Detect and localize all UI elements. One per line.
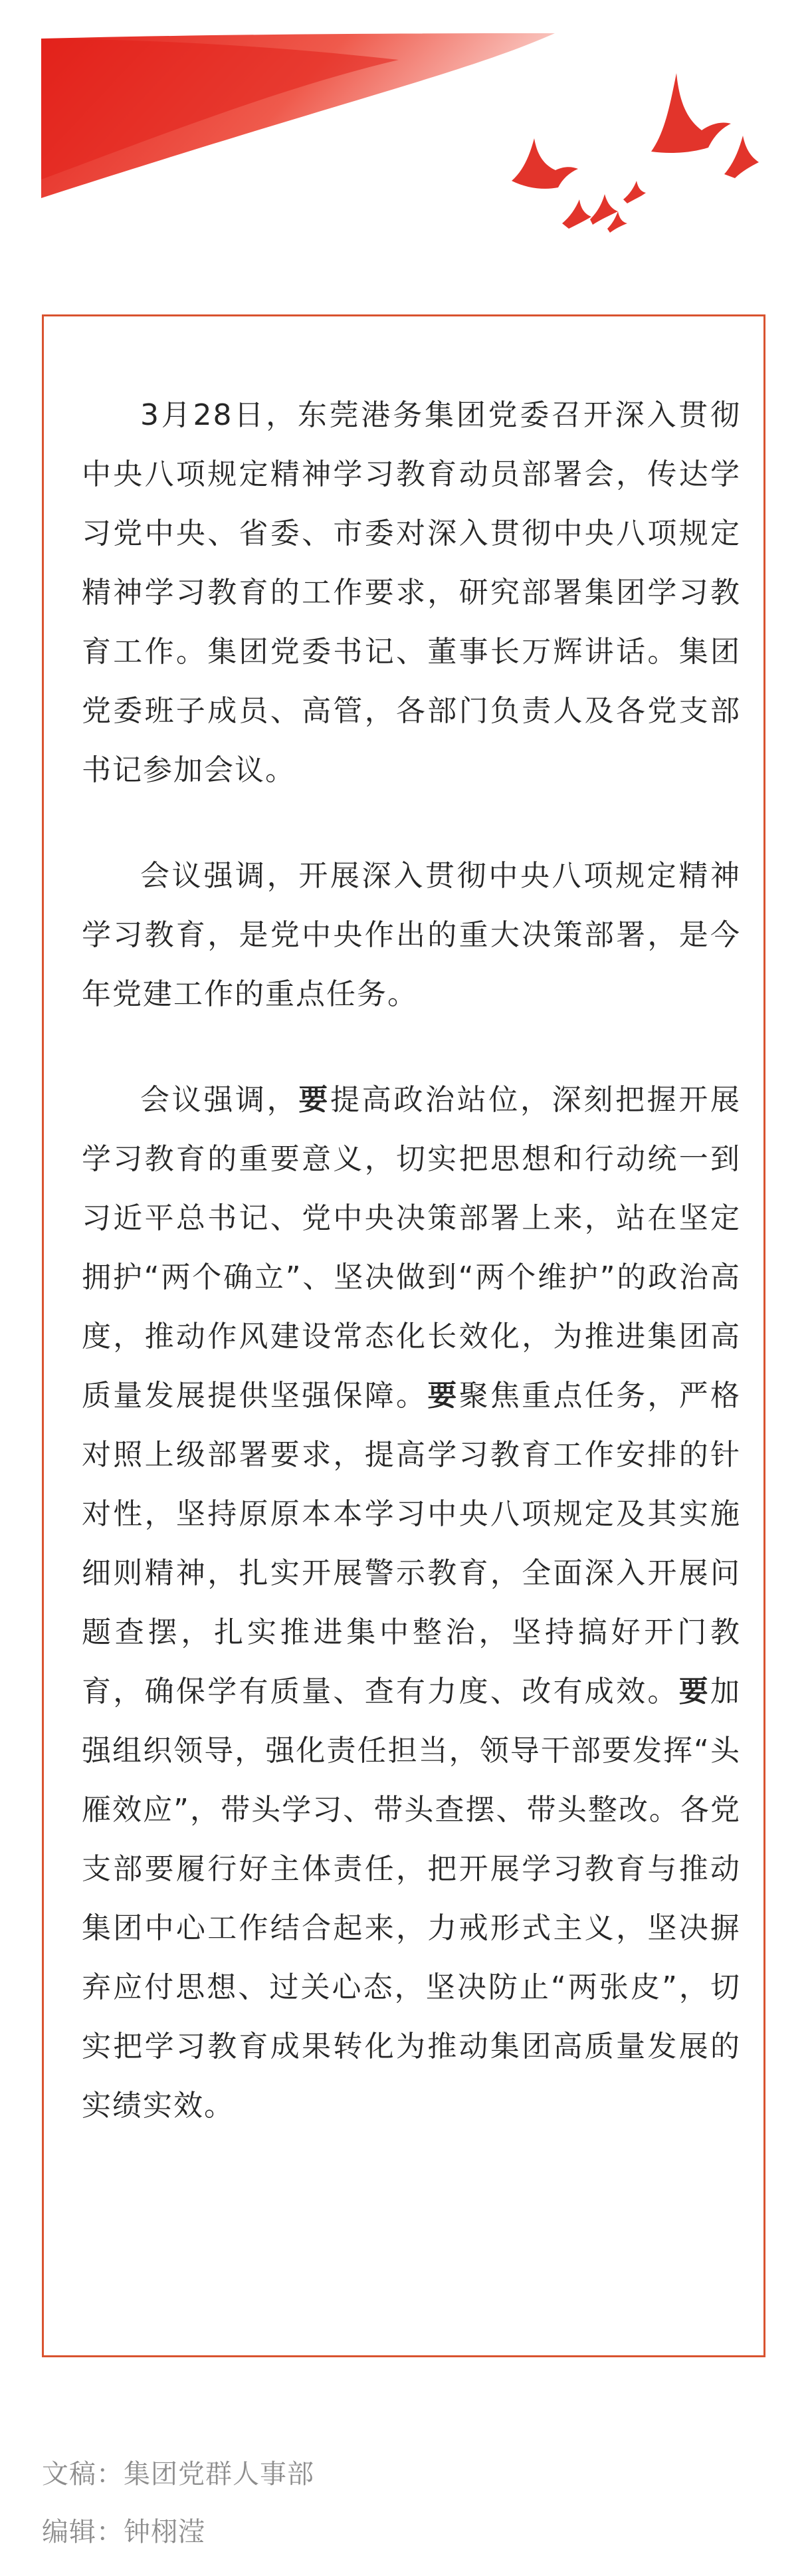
- article-body: [82, 386, 741, 2182]
- article-paragraph: [82, 386, 741, 800]
- article-paragraph: [82, 846, 741, 1024]
- paragraph-text: 聚焦重点任务，严格对照上级部署要求，提高学习教育工作安排的针对性，坚持原原本本学习中央八项规定及其实施细则精神，扎实开展警示教育，全面深入开展问题查摆，扎实推进集中整治，坚持搞好开门教育，确保学有质量、查有力度、改有成效。: [82, 1379, 742, 1708]
- article-paragraph: [82, 1070, 741, 2135]
- paragraph-text: 会议强调，: [140, 1083, 299, 1117]
- emphasis-text: 要: [678, 1675, 711, 1708]
- paragraph-text: 加强组织领导，强化责任担当，领导干部要发挥“头雁效应”，带头学习、带头查摆、带头整改。各党支部要履行好主体责任，把开展学习教育与推动集团中心工作结合起来，力戒形式主义，坚决摒弃应付思想、过关心态，坚决防止“两张皮”，切实把学习教育成果转化为推动集团高质量发展的实绩实效。: [82, 1675, 742, 2123]
- red-brushstroke-icon: [41, 33, 555, 198]
- emphasis-text: 要: [298, 1083, 331, 1117]
- paragraph-text: 3月28日，东莞港务集团党委召开深入贯彻中央八项规定精神学习教育动员部署会，传达学习党中央、省委、市委对深入贯彻中央八项规定精神学习教育的工作要求，研究部署集团学习教育工作。集团党委书记、董事长万辉讲话。集团党委班子成员、高管，各部门负责人及各党支部书记参加会议。: [82, 398, 741, 787]
- emphasis-text: 要: [427, 1379, 459, 1413]
- credits: [42, 2460, 706, 2547]
- credit-writer: 文稿：集团党群人事部: [42, 2459, 314, 2490]
- flying-dove-icon: [512, 73, 759, 233]
- banner: [0, 0, 808, 266]
- credit-editor: 编辑：钟栩滢: [42, 2517, 205, 2547]
- paragraph-text: 会议强调，开展深入贯彻中央八项规定精神学习教育，是党中央作出的重大决策部署，是今年党建工作的重点任务。: [82, 859, 741, 1011]
- paragraph-text: 提高政治站位，深刻把握开展学习教育的重要意义，切实把思想和行动统一到习近平总书记、党中央决策部署上来，站在坚定拥护“两个确立”、坚决做到“两个维护”的政治高度，推动作风建设常态化长效化，为推进集团高质量发展提供坚强保障。: [82, 1083, 742, 1413]
